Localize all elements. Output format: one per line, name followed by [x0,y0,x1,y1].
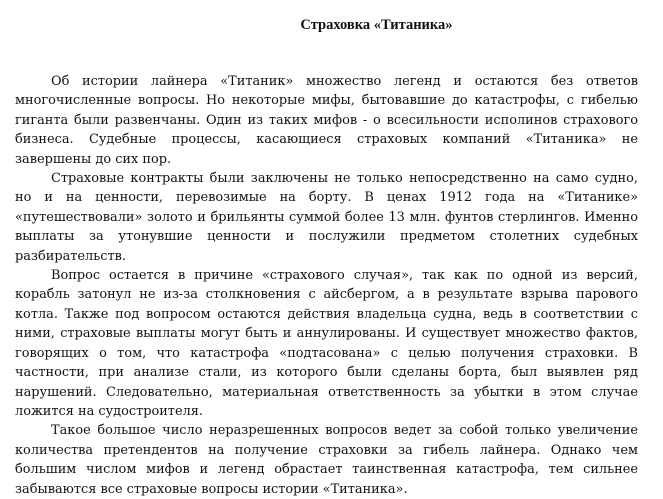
document-title: Страховка «Титаника» [300,17,453,33]
paragraph-1: Об истории лайнера «Титаник» множество легенд и остаются без ответов многочисленные вопросы. Но некоторые мифы, бытовавшие до катастрофы, с гибелью гиганта были развенчаны. Один из таких мифов - о всесильности исполинов страхового бизнеса. Судебные процессы, касающиеся страховых компаний «Титаника» не завершены до сих пор. [15,74,638,167]
paragraph-2: Страховые контракты были заключены не только непосредственно на само судно, но и на ценности, перевозимые на борту. В ценах 1912 года на «Титанике» «путешествовали» золото и брильянты суммой более 13 млн. фунтов стерлингов. Именно выплаты за утонувшие ценности и послужили предметом столетних судебных разбирательств. [15,171,638,264]
paragraph-3: Вопрос остается в причине «страхового случая», так как по одной из версий, корабль затонул не из-за столкновения с айсбергом, а в результате взрыва парового котла. Также под вопросом остаются действия владельца судна, ведь в соответствии с ними, страховые выплаты могут быть и аннулированы. И существует множество фактов, говорящих о том, что катастрофа «подтасована» с целью получения страховки. В частности, при анализе стали, из которого были сделаны борта, был выявлен ряд нарушений. Следовательно, материальная ответственность за убытки в этом случае ложится на судостроителя. [15,268,638,419]
paragraph-4: Такое большое число неразрешенных вопросов ведет за собой только увеличение количества претендентов на получение страховки за гибель лайнера. Однако чем большим числом мифов и легенд обрастает таинственная катастрофа, тем сильнее забываются все страховые вопросы истории «Титаника». [15,423,638,497]
